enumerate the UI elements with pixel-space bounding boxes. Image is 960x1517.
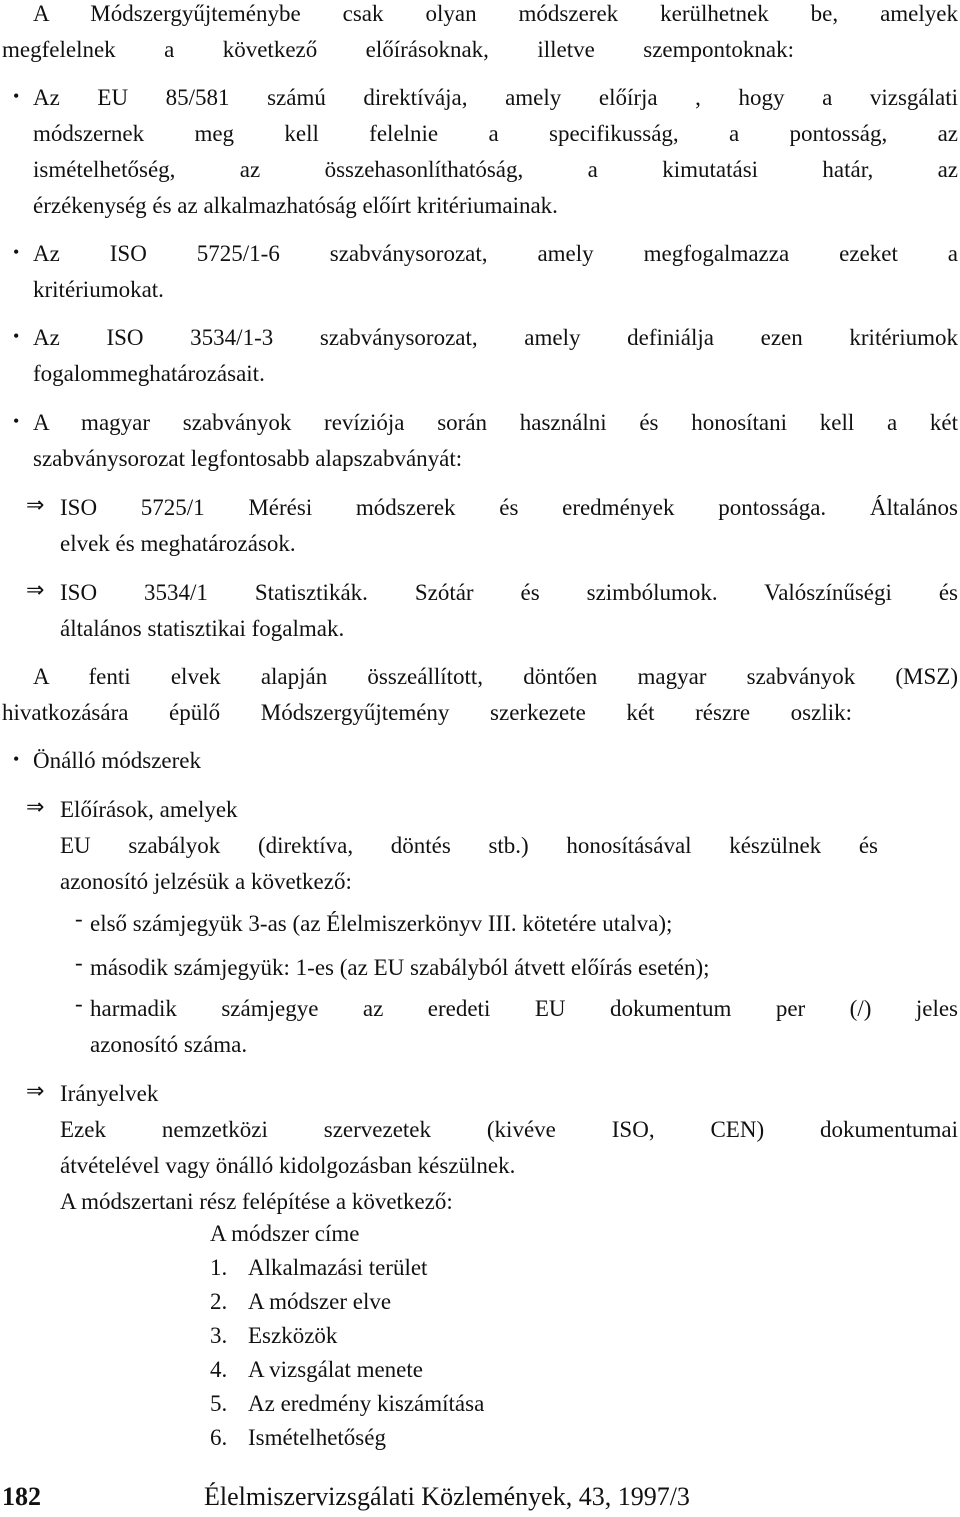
iranyelvek-line: átvételével vagy önálló kidolgozásban készülnek. bbox=[60, 1153, 516, 1178]
bullet-line: érzékenység és az alkalmazhatóság előírt kritériumainak. bbox=[33, 193, 558, 218]
page-number: 182 bbox=[2, 1482, 41, 1511]
iranyelvek-line: A módszertani rész felépítése a következő: bbox=[60, 1189, 453, 1214]
intro-line: megfelelnek a következő előírásoknak, illetve szempontoknak: bbox=[2, 37, 794, 62]
bullet-line: ismételhetőség, az összehasonlíthatóság, a kimutatási határ, az bbox=[33, 157, 958, 182]
journal-citation: Élelmiszervizsgálati Közlemények, 43, 1997/3 bbox=[204, 1482, 690, 1511]
eloirasok-title: Előírások, amelyek bbox=[60, 797, 238, 822]
structure-item-number: 1. bbox=[210, 1255, 228, 1280]
bullet-item bbox=[0, 236, 960, 308]
structure-item bbox=[0, 1353, 960, 1387]
structure-item-text: Eszközök bbox=[248, 1323, 338, 1348]
standard-line: ISO 3534/1 Statisztikák. Szótár és szimbólumok. Valószínűségi és bbox=[60, 580, 958, 605]
iranyelvek-title: Irányelvek bbox=[60, 1081, 159, 1106]
structure-item-text: Az eredmény kiszámítása bbox=[248, 1391, 485, 1416]
bullet-item bbox=[0, 320, 960, 392]
dash-marker: - bbox=[75, 950, 83, 975]
dash-marker: - bbox=[75, 991, 83, 1016]
structure-item-text: A vizsgálat menete bbox=[248, 1357, 423, 1382]
dash-line: harmadik számjegye az eredeti EU dokumentum per (/) jeles bbox=[90, 996, 958, 1021]
eloirasok-line: EU szabályok (direktíva, döntés stb.) honosításával készülnek és bbox=[60, 833, 878, 858]
standard-line: elvek és meghatározások. bbox=[60, 531, 296, 556]
iranyelvek-body bbox=[0, 1112, 960, 1220]
structure-item bbox=[0, 1421, 960, 1455]
bullet-icon: • bbox=[13, 749, 20, 769]
bullet-icon: • bbox=[13, 326, 20, 346]
structure-item bbox=[0, 1387, 960, 1421]
dash-line: első számjegyük 3-as (az Élelmiszerkönyv III. kötetére utalva); bbox=[90, 911, 673, 936]
bullet-line: Az ISO 5725/1-6 szabványsorozat, amely megfogalmazza ezeket a bbox=[33, 241, 958, 266]
structure-item bbox=[0, 1285, 960, 1319]
intro-line: A Módszergyűjteménybe csak olyan módszerek kerülhetnek be, amelyek bbox=[33, 1, 958, 26]
paragraph-line: A fenti elvek alapján összeállított, döntően magyar szabványok (MSZ) bbox=[33, 664, 958, 689]
bullet-item bbox=[0, 405, 960, 477]
dash-item bbox=[0, 906, 960, 942]
structure-list bbox=[0, 1217, 960, 1455]
bullet-line: módszernek meg kell felelnie a specifikusság, a pontosság, az bbox=[33, 121, 958, 146]
bullet-line: szabványsorozat legfontosabb alapszabványát: bbox=[33, 446, 463, 471]
eloirasok-item bbox=[0, 792, 960, 900]
bullet-item bbox=[0, 80, 960, 224]
dash-marker: - bbox=[75, 906, 83, 931]
structure-item bbox=[0, 1251, 960, 1285]
arrow-icon: ⇒ bbox=[26, 795, 45, 820]
arrow-icon: ⇒ bbox=[26, 493, 45, 518]
bullet-line: fogalommeghatározásait. bbox=[33, 361, 265, 386]
bullet-icon: • bbox=[13, 411, 20, 431]
structure-item-number: 4. bbox=[210, 1357, 228, 1382]
dash-line: azonosító száma. bbox=[90, 1032, 248, 1057]
structure-item-number: 6. bbox=[210, 1425, 228, 1450]
dash-line: második számjegyük: 1-es (az EU szabályból átvett előírás esetén); bbox=[90, 955, 710, 980]
structure-item-text: Ismételhetőség bbox=[248, 1425, 386, 1450]
structure-heading: A módszer címe bbox=[210, 1221, 360, 1246]
arrow-icon: ⇒ bbox=[26, 578, 45, 603]
eloirasok-line: azonosító jelzésük a következő: bbox=[60, 869, 352, 894]
bullet-line: Az ISO 3534/1-3 szabványsorozat, amely definiálja ezen kritériumok bbox=[33, 325, 958, 350]
dash-item bbox=[0, 991, 960, 1063]
section-bullet-label: Önálló módszerek bbox=[33, 748, 201, 773]
structure-item-text: Alkalmazási terület bbox=[248, 1255, 428, 1280]
iranyelvek-item bbox=[0, 1076, 960, 1112]
bullet-line: Az EU 85/581 számú direktívája, amely előírja , hogy a vizsgálati bbox=[33, 85, 958, 110]
paragraph-line: hivatkozására épülő Módszergyűjtemény szerkezete két részre oszlik: bbox=[2, 700, 852, 725]
bullet-item bbox=[0, 743, 960, 779]
intro-paragraph bbox=[0, 0, 960, 68]
dash-item bbox=[0, 950, 960, 986]
structure-item-text: A módszer elve bbox=[248, 1289, 392, 1314]
standard-item bbox=[0, 575, 960, 647]
iranyelvek-line: Ezek nemzetközi szervezetek (kivéve ISO, CEN) dokumentumai bbox=[60, 1117, 958, 1142]
standard-line: ISO 5725/1 Mérési módszerek és eredmények pontossága. Általános bbox=[60, 495, 958, 520]
arrow-icon: ⇒ bbox=[26, 1079, 45, 1104]
structure-item-number: 5. bbox=[210, 1391, 228, 1416]
bullet-icon: • bbox=[13, 86, 20, 106]
bullet-icon: • bbox=[13, 242, 20, 262]
standard-item bbox=[0, 490, 960, 562]
summary-paragraph bbox=[0, 659, 960, 731]
bullet-line: A magyar szabványok revíziója során használni és honosítani kell a két bbox=[33, 410, 958, 435]
bullet-line: kritériumokat. bbox=[33, 277, 164, 302]
standard-line: általános statisztikai fogalmak. bbox=[60, 616, 345, 641]
structure-item-number: 3. bbox=[210, 1323, 228, 1348]
structure-item-number: 2. bbox=[210, 1289, 228, 1314]
structure-item bbox=[0, 1319, 960, 1353]
